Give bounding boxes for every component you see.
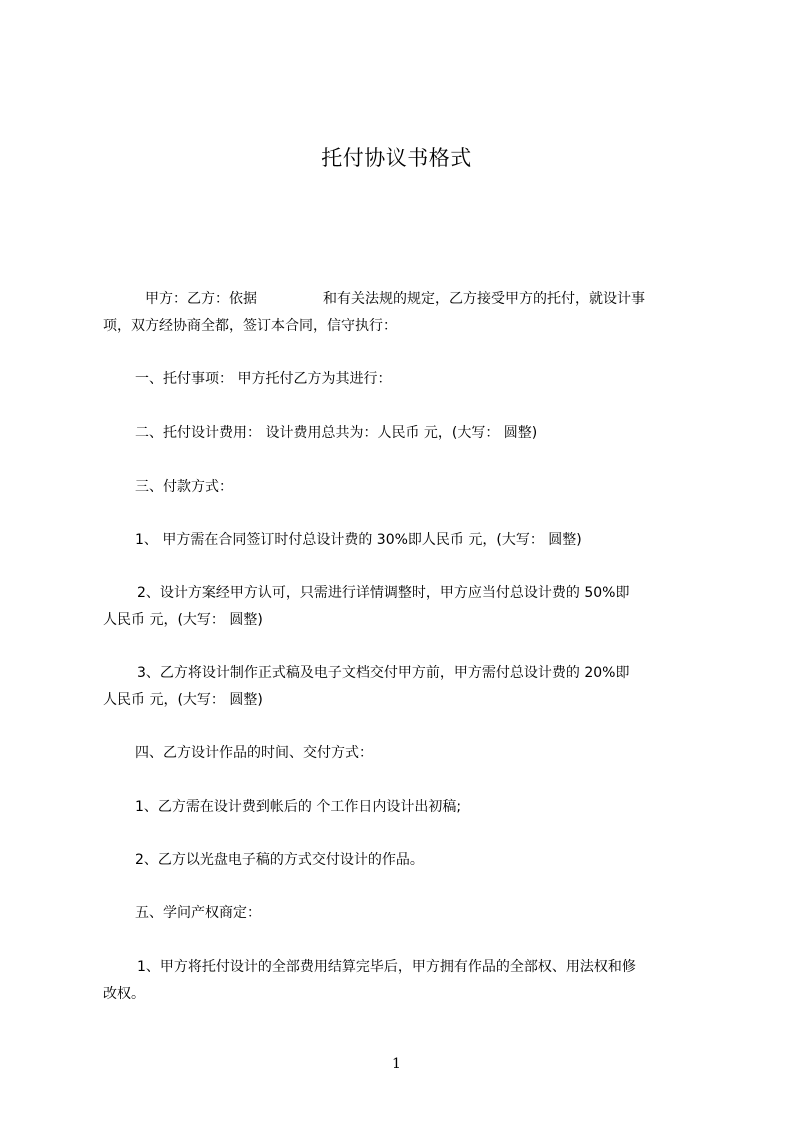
section-3-heading: 三、付款方式：: [135, 479, 233, 495]
section-3-item-3-line-1: 3、乙方将设计制作正式稿及电子文档交付甲方前，甲方需付总设计费的 20%即: [137, 665, 630, 681]
section-3-item-3-line-2: 人民币 元，(大写： 圆整): [103, 692, 263, 708]
page-number: 1: [392, 1056, 401, 1072]
section-5-heading: 五、学问产权商定：: [135, 905, 261, 921]
section-5-item-1: [103, 954, 713, 1008]
section-1-heading: 一、托付事项： 甲方托付乙方为其进行：: [135, 371, 392, 387]
intro-paragraph: [103, 286, 713, 340]
section-3-item-3: [103, 660, 713, 714]
section-3-item-2-line-2: 人民币 元，(大写： 圆整): [103, 612, 263, 628]
section-2-fee: 二、托付设计费用： 设计费用总共为：人民币 元，(大写： 圆整): [135, 425, 538, 441]
section-4-item-2: 2、乙方以光盘电子稿的方式交付设计的作品。: [135, 852, 424, 868]
intro-line-1-end: 和有关法规的规定，乙方接受甲方的托付，就设计事: [323, 291, 645, 307]
section-3-item-2-line-1: 2、设计方案经甲方认可，只需进行详情调整时，甲方应当付总设计费的 50%即: [137, 585, 630, 601]
intro-line-2: 项，双方经协商全都，签订本合同，信守执行：: [103, 318, 397, 334]
intro-line-1: [103, 286, 713, 313]
intro-line-1-start: 甲方：乙方：依据: [145, 291, 257, 307]
section-4-item-1: 1、乙方需在设计费到帐后的 个工作日内设计出初稿;: [135, 799, 462, 815]
section-3-item-1: 1、 甲方需在合同签订时付总设计费的 30%即人民币 元，(大写： 圆整): [135, 532, 582, 548]
document-title: 托付协议书格式: [321, 146, 472, 170]
section-3-item-2: [103, 580, 713, 634]
section-5-item-1-line-2: 改权。: [103, 986, 145, 1002]
section-4-heading: 四、乙方设计作品的时间、交付方式：: [135, 745, 373, 761]
section-5-item-1-line-1: 1、甲方将托付设计的全部费用结算完毕后，甲方拥有作品的全部权、用法权和修: [137, 959, 636, 975]
